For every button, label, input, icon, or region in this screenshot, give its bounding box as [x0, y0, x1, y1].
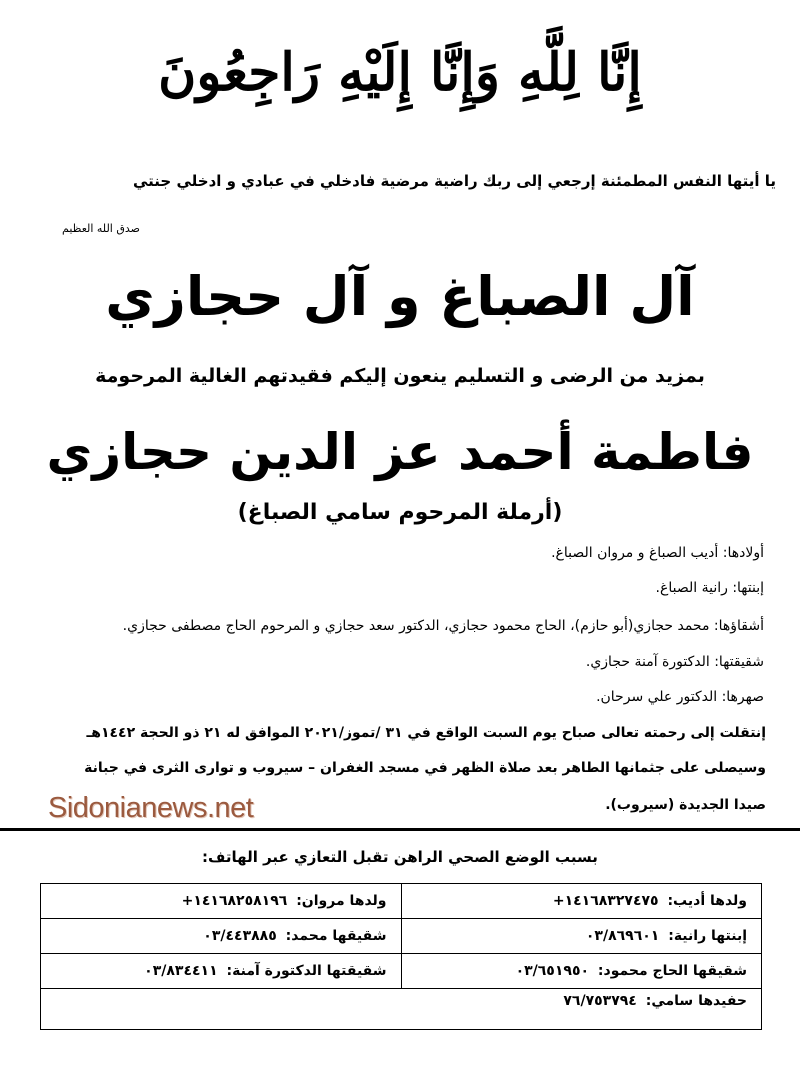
phone-number: ٠٣/٨٦٩٦٠١	[585, 928, 660, 944]
funeral-cemetery: صيدا الجديدة (سيروب).	[605, 797, 766, 813]
relatives-son-in-law: صهرها: الدكتور علي سرحان.	[596, 689, 764, 705]
site-watermark: Sidonianews.net	[48, 792, 254, 824]
phone-number: +١٤١٦٨٣٢٧٤٧٥	[552, 893, 659, 909]
condolences-title: بسبب الوضع الصحي الراهن تقبل التعازي عبر الهاتف:	[202, 848, 598, 866]
phone-number: ٠٣/٤٤٣٨٨٥	[203, 928, 277, 944]
phone-number: +١٤١٦٨٢٥٨١٩٦	[181, 893, 288, 909]
funeral-prayer: وسيصلى على جثمانها الطاهر بعد صلاة الظهر في مسجد الغفران – سيروب و توارى الثرى في جبانة	[84, 760, 766, 776]
phone-cell	[401, 954, 762, 989]
phone-cell	[41, 989, 762, 1030]
relatives-daughter: إبنتها: رانية الصباغ.	[655, 580, 764, 596]
table-row	[41, 884, 762, 919]
phone-number: ٧٦/٧٥٣٧٩٤	[563, 993, 637, 1009]
relatives-sister: شقيقتها: الدكتورة آمنة حجازي.	[585, 654, 764, 670]
phone-label: إبنتها رانية:	[668, 928, 747, 944]
widow-note: (أرملة المرحوم سامي الصباغ)	[237, 500, 563, 525]
phone-cell	[41, 884, 402, 919]
relatives-brothers: أشقاؤها: محمد حجازي(أبو حازم)، الحاج محمود حجازي، الدكتور سعد حجازي و المرحوم الحاج مصطفى حجازي.	[122, 618, 764, 634]
announcement-intro: بمزيد من الرضى و التسليم ينعون إليكم فقيدتهم الغالية المرحومة	[95, 365, 705, 387]
phone-cell	[41, 919, 402, 954]
condolences-phone-table	[40, 883, 762, 1030]
phone-label: حفيدها سامي:	[645, 993, 747, 1009]
phone-label: شقيقها محمد:	[285, 928, 387, 944]
families-heading: آل الصباغ و آل حجازي	[105, 265, 695, 328]
phone-cell	[401, 884, 762, 919]
quran-verse-text: يا أيتها النفس المطمئنة إرجعي إلى ربك راضية مرضية فادخلي في عبادي و ادخلي جنتي	[133, 172, 776, 190]
phone-label: ولدها مروان:	[296, 893, 387, 909]
phone-number: ٠٣/٦٥١٩٥٠	[515, 963, 590, 979]
divider	[0, 828, 800, 831]
quran-verse-calligraphy: إِنَّا لِلَّهِ وَإِنَّا إِلَيْهِ رَاجِعُونَ	[158, 42, 642, 103]
phone-number: ٠٣/٨٣٤٤١١	[144, 963, 218, 979]
phone-cell	[401, 919, 762, 954]
table-row	[41, 919, 762, 954]
table-row	[41, 954, 762, 989]
phone-cell	[41, 954, 402, 989]
relatives-sons: أولادها: أديب الصباغ و مروان الصباغ.	[551, 545, 764, 561]
phone-label: ولدها أديب:	[667, 893, 747, 909]
funeral-death-date: إنتقلت إلى رحمته تعالى صباح يوم السبت الواقع في ٣١ /تموز/٢٠٢١ الموافق له ٢١ ذو الحجة ١٤٤٢هـ	[86, 725, 766, 741]
phone-label: شقيقها الحاج محمود:	[597, 963, 747, 979]
phone-label: شقيقتها الدكتورة آمنة:	[226, 963, 387, 979]
verse-closing: صدق الله العظيم	[62, 222, 140, 235]
table-row	[41, 989, 762, 1030]
deceased-name: فاطمة أحمد عز الدين حجازي	[46, 423, 754, 481]
